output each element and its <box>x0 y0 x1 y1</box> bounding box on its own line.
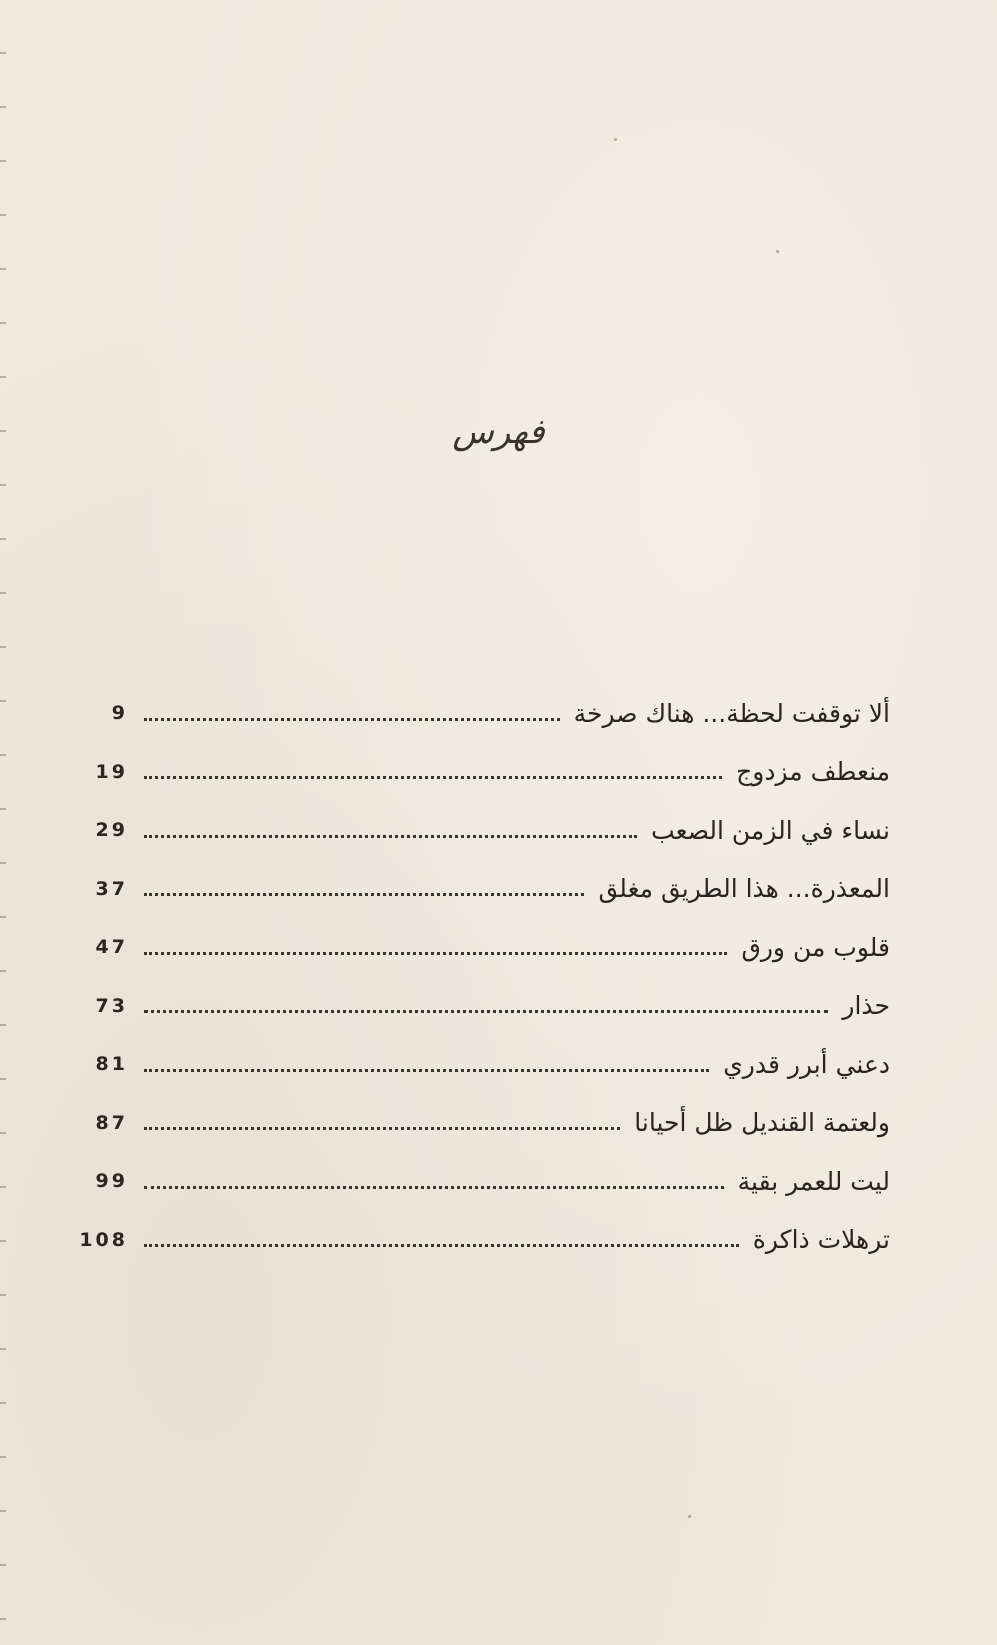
toc-entry-title: ألا توقفت لحظة... هناك صرخة <box>573 698 890 728</box>
toc-entry-title: ترهلات ذاكرة <box>752 1225 890 1255</box>
table-of-contents <box>70 684 890 1269</box>
toc-page-number: 37 <box>95 877 128 900</box>
toc-entry-title: نساء في الزمن الصعب <box>651 815 890 845</box>
toc-entry-title: ولعتمة القنديل ظل أحيانا <box>634 1108 890 1138</box>
toc-page-number: 108 <box>79 1228 128 1251</box>
toc-entry-title: المعذرة... هذا الطريق مغلق <box>598 874 890 904</box>
toc-entry <box>70 1094 890 1153</box>
dot-leader <box>144 873 584 896</box>
dot-leader <box>144 1049 709 1072</box>
toc-page-number: 9 <box>111 702 128 725</box>
toc-entry <box>70 918 890 977</box>
toc-page-number: 29 <box>95 819 128 842</box>
dot-leader <box>144 1107 620 1130</box>
paper-speck <box>614 138 617 141</box>
dot-leader <box>144 1224 739 1247</box>
paper-speck <box>776 250 779 253</box>
toc-entry <box>70 1035 890 1094</box>
toc-page-number: 87 <box>95 1111 128 1134</box>
dot-leader <box>144 756 722 779</box>
toc-entry <box>70 684 890 743</box>
toc-entry <box>70 743 890 802</box>
dot-leader <box>144 698 560 721</box>
dot-leader <box>144 932 727 955</box>
dot-leader <box>144 990 828 1013</box>
dot-leader <box>144 815 637 838</box>
toc-heading: فهرس <box>452 412 545 452</box>
toc-entry <box>70 977 890 1036</box>
toc-entry-title: حذار <box>842 991 890 1021</box>
toc-entry <box>70 1152 890 1211</box>
dot-leader <box>144 1166 724 1189</box>
toc-page-number: 73 <box>95 994 128 1017</box>
toc-entry-title: قلوب من ورق <box>741 932 890 962</box>
toc-entry <box>70 801 890 860</box>
toc-entry-title: دعني أبرر قدري <box>723 1049 890 1079</box>
page-edge-marks <box>0 0 6 1645</box>
toc-entry <box>70 860 890 919</box>
toc-page-number: 99 <box>95 1170 128 1193</box>
paper-speck <box>688 1515 691 1518</box>
toc-entry-title: منعطف مزدوج <box>736 757 890 787</box>
toc-page-number: 81 <box>95 1053 128 1076</box>
toc-page-number: 19 <box>95 760 128 783</box>
toc-entry-title: ليت للعمر بقية <box>737 1166 890 1196</box>
toc-page-number: 47 <box>95 936 128 959</box>
toc-entry <box>70 1211 890 1270</box>
